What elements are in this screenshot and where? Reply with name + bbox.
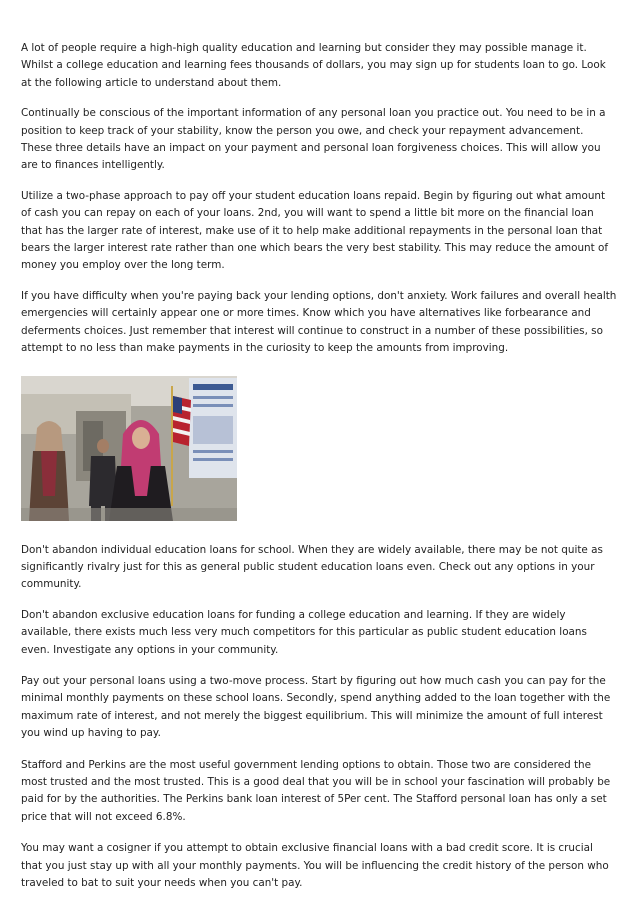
article-paragraph: Don't abandon exclusive education loans for funding a college education and learning. If they are widely available, there exists much less very much competitors for this particular as public student education loans even. Investigate any options in your community. <box>21 608 587 656</box>
article-body <box>21 40 617 906</box>
article-paragraph: Continually be conscious of the important information of any personal loan you practice out. You need to be in a position to keep track of your stability, know the person you owe, and check your repayment advancement. These three details have an impact on your payment and personal loan forgiveness choices. This will allow you are to finances intelligently. <box>21 107 606 172</box>
article-photo <box>21 376 237 521</box>
article-paragraph: Don't abandon individual education loans for school. When they are widely available, there may be not quite as significantly rivalry just for this as general public student education loans even. Check out any options in your community. <box>21 543 603 591</box>
article-paragraph: Utilize a two-phase approach to pay off your student education loans repaid. Begin by figuring out what amount of cash you can repay on each of your loans. 2nd, you will want to spend a little bit more on the financial loan that has the larger rate of interest, make use of it to help make additional repayments in the personal loan that bears the larger interest rate rather than one which bears the very best stability. This may reduce the amount of money you employ over the long term. <box>21 189 609 272</box>
article-paragraph: A lot of people require a high-high quality education and learning but consider they may possible manage it. Whilst a college education and learning fees thousands of dollars, you may sign up for students loan to go. Look at the following article to understand about them. <box>21 42 606 89</box>
article-paragraph: You may want a cosigner if you attempt to obtain exclusive financial loans with a bad credit score. It is crucial that you just stay up with all your monthly payments. You will be influencing the credit history of the person who traveled to bat to suit your needs when you can't pay. <box>21 842 609 889</box>
article-paragraph: Pay out your personal loans using a two-move process. Start by figuring out how much cash you can pay for the minimal monthly payments on these school loans. Secondly, spend anything added to the loan together with the maximum rate of interest, and not merely the biggest equilibrium. This will minimize the amount of full interest you wind up having to pay. <box>21 674 611 740</box>
article-paragraph: If you have difficulty when you're paying back your lending options, don't anxiety. Work failures and overall health emergencies will certainly appear one or more times. Know which you have alternatives like forbearance and deferments choices. Just remember that interest will continue to construct in a number of these possibilities, so attempt to no less than make payments in the curiosity to keep the amounts from improving. <box>21 289 617 355</box>
article-paragraph: Stafford and Perkins are the most useful government lending options to obtain. Those two are considered the most trusted and the most trusted. This is a good deal that you will be in school your fascination will probably be paid for by the authorities. The Perkins bank loan interest of 5Per cent. The Stafford personal loan has only a set price that will not exceed 6.8%. <box>21 758 611 823</box>
